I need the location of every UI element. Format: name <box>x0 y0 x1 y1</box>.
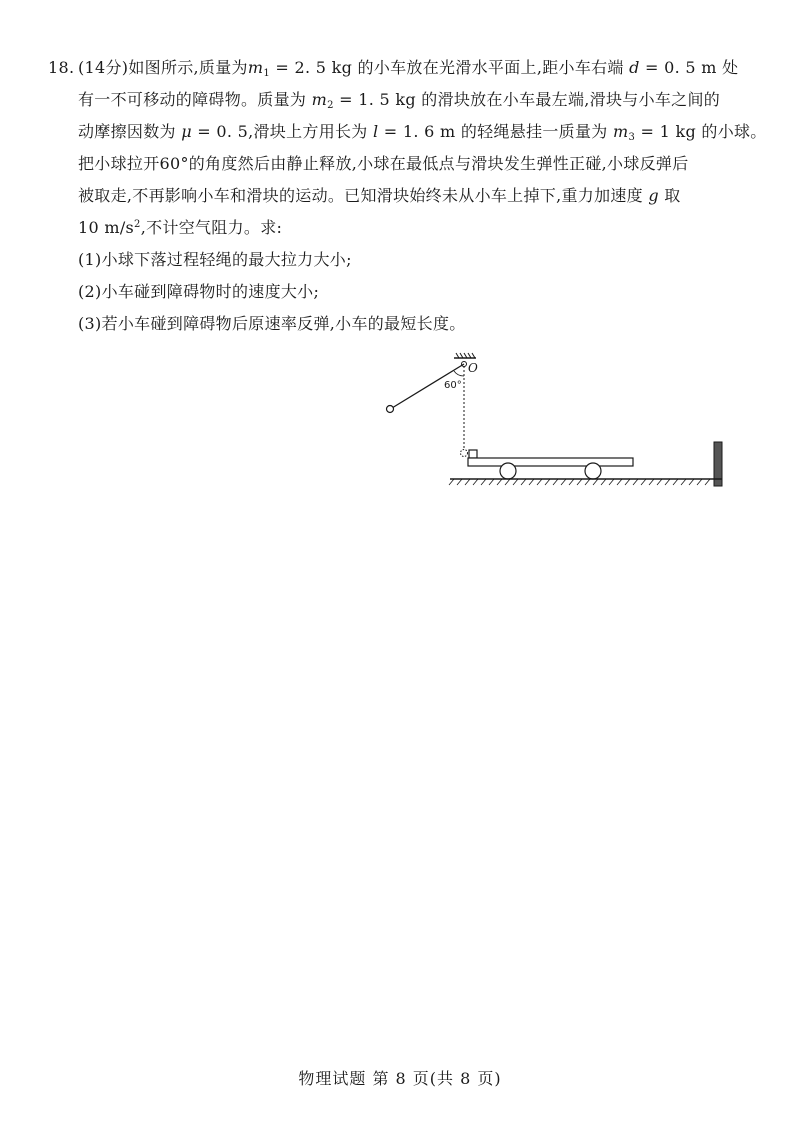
value-l: = 1. 6 m <box>378 122 456 141</box>
symbol-mu: μ <box>181 122 192 141</box>
ground-hatching <box>449 479 710 485</box>
subscript-3: 3 <box>628 132 636 143</box>
ball-lowest-dashed <box>461 450 468 457</box>
text-segment: 取 <box>658 186 681 205</box>
subscript-2: 2 <box>327 100 334 111</box>
question-3: (3)若小车碰到障碍物后原速率反弹,小车的最短长度。 <box>78 314 466 333</box>
cart-wheel-right <box>585 463 601 479</box>
cart-wheel-left <box>500 463 516 479</box>
symbol-m1: m <box>247 58 264 77</box>
text-segment: 的小车放在光滑水平面上,距小车右端 <box>352 58 630 77</box>
problem-number: 18. <box>48 58 75 77</box>
value-m1: = 2. 5 kg <box>270 58 353 77</box>
pivot-label: O <box>468 361 478 375</box>
value-m3: = 1 kg <box>635 122 697 141</box>
text-segment: 的轻绳悬挂一质量为 <box>455 122 613 141</box>
text-segment: (14分)如图所示,质量为 <box>78 58 248 77</box>
text-segment: 动摩擦因数为 <box>78 122 182 141</box>
symbol-g: g <box>648 186 659 205</box>
value-mu: = 0. 5 <box>191 122 249 141</box>
ceiling-mount <box>454 353 476 358</box>
text-segment: 10 m/s <box>78 218 135 237</box>
symbol-l: l <box>372 122 379 141</box>
value-d: = 0. 5 m 处 <box>639 58 739 77</box>
subscript-1: 1 <box>263 68 270 79</box>
ball <box>387 406 394 413</box>
problem-line-1 <box>48 52 748 84</box>
text-segment: 把小球拉开60°的角度然后由静止释放,小球在最低点与滑块发生弹性正碰,小球反弹后 <box>78 154 689 173</box>
page-footer: 物理试题 第 8 页(共 8 页) <box>298 1069 502 1088</box>
problem-line-5 <box>48 180 748 212</box>
symbol-m2: m <box>311 90 328 109</box>
text-segment: 的小球。 <box>696 122 767 141</box>
value-m2: = 1. 5 kg <box>333 90 416 109</box>
text-segment: ,不计空气阻力。求: <box>140 218 283 237</box>
question-1: (1)小球下落过程轻绳的最大拉力大小; <box>78 250 352 269</box>
text-segment: 有一不可移动的障碍物。质量为 <box>78 90 312 109</box>
text-segment: ,滑块上方用长为 <box>248 122 373 141</box>
problem-line-4 <box>48 148 748 180</box>
text-segment: 被取走,不再影响小车和滑块的运动。已知滑块始终未从小车上掉下,重力加速度 <box>78 186 649 205</box>
problem-18 <box>48 52 767 340</box>
angle-label: 60° <box>444 380 462 391</box>
cart-board <box>468 458 633 466</box>
slider-block <box>469 450 477 458</box>
symbol-m3: m <box>612 122 629 141</box>
question-2: (2)小车碰到障碍物时的速度大小; <box>78 282 320 301</box>
angle-arc <box>454 371 464 376</box>
symbol-d: d <box>629 58 640 77</box>
physics-figure <box>380 350 730 495</box>
superscript-2: 2 <box>134 219 141 230</box>
problem-line-3 <box>48 116 767 148</box>
text-segment: 的滑块放在小车最左端,滑块与小车之间的 <box>415 90 721 109</box>
problem-line-2 <box>48 84 748 116</box>
problem-line-6 <box>48 212 748 244</box>
